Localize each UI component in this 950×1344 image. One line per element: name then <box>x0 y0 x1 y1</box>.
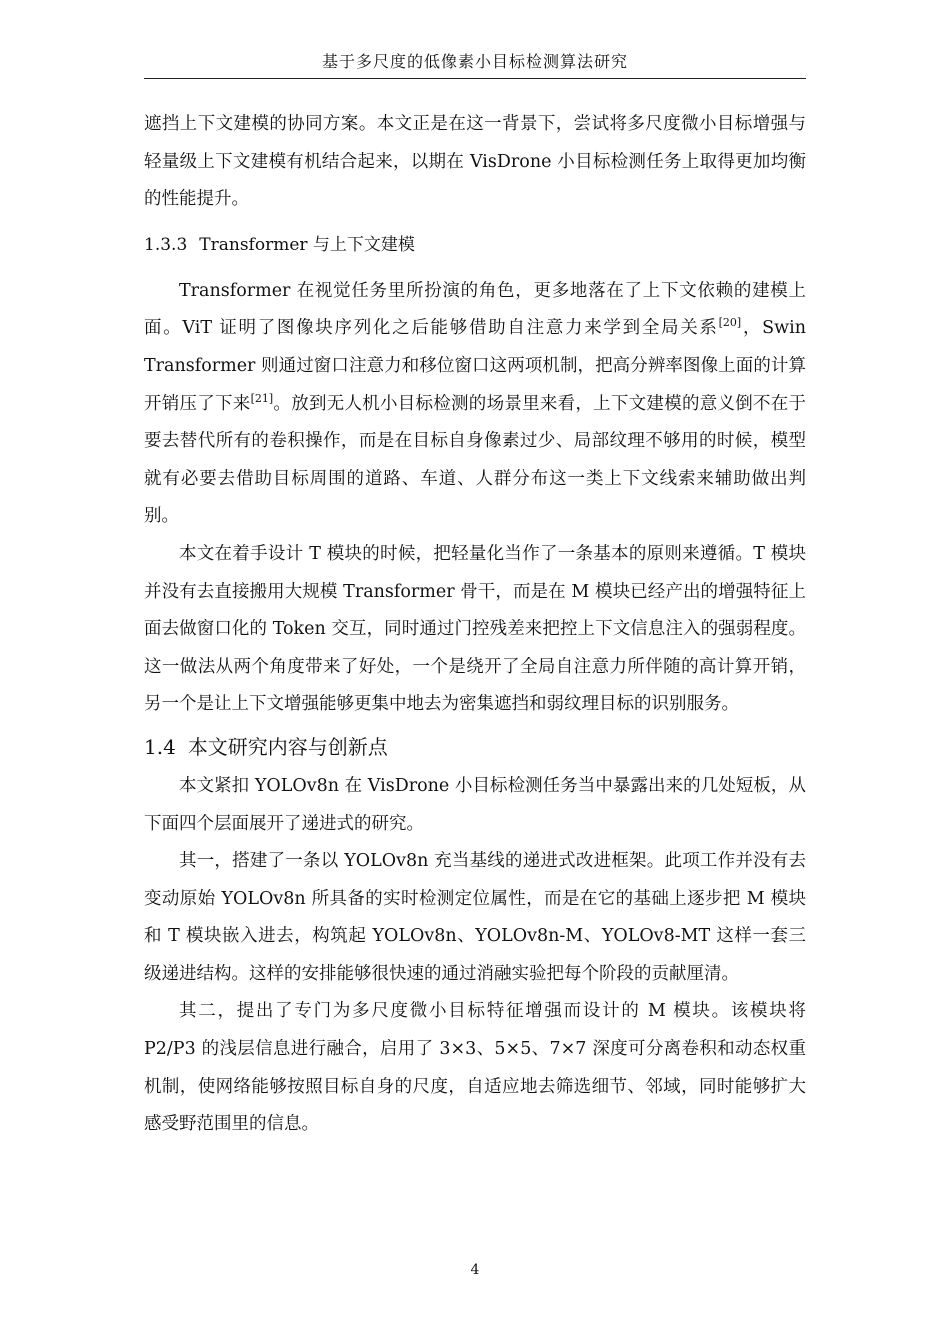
section-title: 本文研究内容与创新点 <box>187 734 388 759</box>
paragraph-transformer <box>144 273 806 536</box>
section-heading-1-4 <box>144 728 806 766</box>
paragraph-intro-research: 本文紧扣 YOLOv8n 在 VisDrone 小目标检测任务当中暴露出来的几处短板，从下面四个层面展开了递进式的研究。 <box>144 775 806 834</box>
paragraph-text: 。放到无人机小目标检测的场景里来看，上下文建模的意义倒不在于要去替代所有的卷积操作，而是在目标自身像素过少、局部纹理不够用的时候，模型就有必要去借助目标周围的道路、车道、人群分布这一类上下文线索来辅助做出判别。 <box>144 393 807 527</box>
page-body <box>144 106 806 1144</box>
citation-21: [21] <box>250 391 274 405</box>
paragraph-t-module: 本文在着手设计 T 模块的时候，把轻量化当作了一条基本的原则来遵循。T 模块并没有去直接搬用大规模 Transformer 骨干，而是在 M 模块已经产出的增强特征上面去做窗口化的 Token 交互，同时通过门控残差来把控上下文信息注入的强弱程度。这一做法从两个角度带来了好处，一个是绕开了全局自注意力所伴随的高计算开销，另一个是让上下文增强能够更集中地去为密集遮挡和弱纹理目标的识别服务。 <box>144 543 806 715</box>
paragraph-text: Transformer 在视觉任务里所扮演的角色，更多地落在了上下文依赖的建模上面。ViT 证明了图像块序列化之后能够借助自注意力来学到全局关系 <box>144 280 806 339</box>
paragraph-point-two: 其二，提出了专门为多尺度微小目标特征增强而设计的 M 模块。该模块将 P2/P3 的浅层信息进行融合，启用了 3×3、5×5、7×7 深度可分离卷积和动态权重机制，使网络能够按照目标自身的尺度，自适应地去筛选细节、邻域，同时能够扩大感受野范围里的信息。 <box>144 1001 806 1135</box>
citation-20: [20] <box>718 316 742 330</box>
paragraph-point-one: 其一，搭建了一条以 YOLOv8n 充当基线的递进式改进框架。此项工作并没有去变动原始 YOLOv8n 所具备的实时检测定位属性，而是在它的基础上逐步把 M 模块和 T 模块嵌入进去，构筑起 YOLOv8n、YOLOv8n-M、YOLOv8-MT 这样一套三级递进结构。这样的安排能够很快速的通过消融实验把每个阶段的贡献厘清。 <box>144 851 806 984</box>
paragraph-text: ，Swin Transformer 则通过窗口注意力和移位窗口这两项机制，把高分辨率图像上面的计算开销压了下来 <box>144 318 806 414</box>
paragraph-continuation: 遮挡上下文建模的协同方案。本文正是在这一背景下，尝试将多尺度微小目标增强与轻量级上下文建模有机结合起来，以期在 VisDrone 小目标检测任务上取得更加均衡的性能提升。 <box>144 114 806 210</box>
page-number: 4 <box>470 1262 480 1278</box>
section-heading-1-3-3 <box>144 227 806 263</box>
section-number: 1.3.3 <box>144 234 188 255</box>
running-header: 基于多尺度的低像素小目标检测算法研究 <box>144 46 806 79</box>
section-number: 1.4 <box>144 734 176 759</box>
section-title: Transformer 与上下文建模 <box>199 234 415 255</box>
